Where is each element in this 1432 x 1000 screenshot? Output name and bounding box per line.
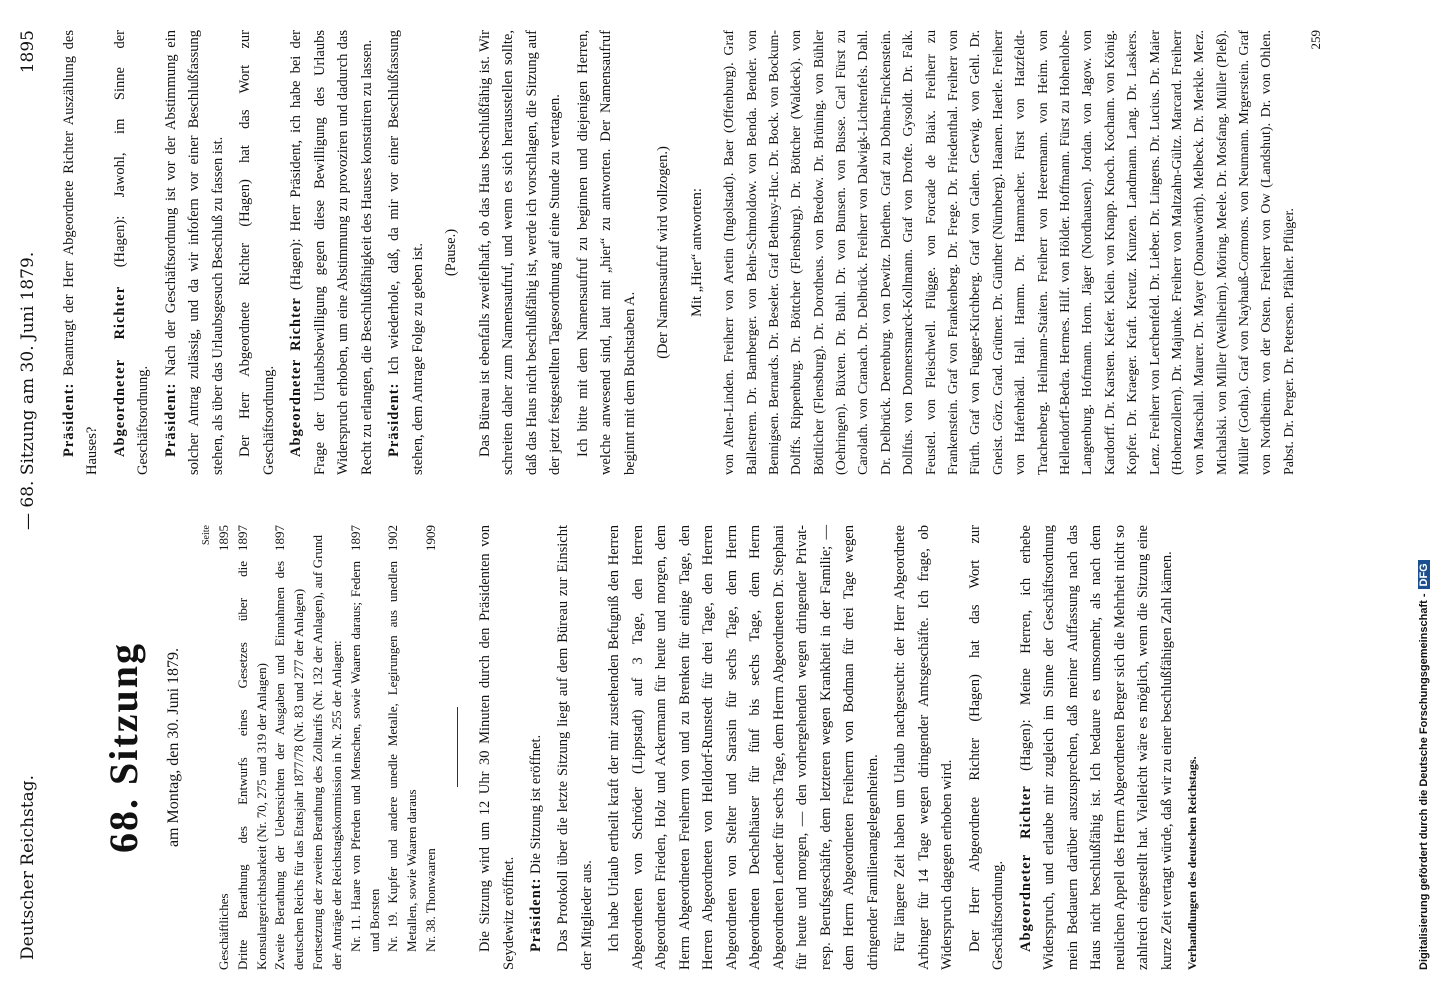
- header-page-number: 1895: [18, 30, 38, 74]
- session-title: 68. Sitzung: [101, 642, 146, 853]
- agenda-item: Nr. 11. Haare von Pferden und Menschen, sowie Waaren daraus; Federn und Borsten 1897: [347, 525, 382, 952]
- agenda-list: [215, 525, 441, 970]
- paragraph: Das Protokoll über die letzte Sitzung liegt auf dem Büreau zur Einsicht der Mitglieder aus.: [555, 525, 595, 970]
- session-date: am Montag, den 30. Juni 1879.: [164, 647, 182, 848]
- dfg-credit: [1418, 560, 1430, 970]
- paragraph: Der Herr Abgeordnete Richter (Hagen) hat das Wort zur Geschäftsordnung.: [966, 525, 1007, 970]
- sheet-number: 259: [1308, 30, 1324, 50]
- agenda-item: Zweite Berathung der Uebersichten der Ausgaben und Einnahmen des deutschen Reichs für das Etatsjahr 1877/78 (Nr. 83 und 277 der Anlagen) 1897: [272, 525, 307, 970]
- dfg-logo: DFG: [1418, 560, 1430, 589]
- paragraph: Präsident: Nach der Geschäftsordnung ist vor der Abstimmung ein solcher Antrag zulässig, und da wir infofern vor einer Beschlußfassung stehen, als über das Urlaubsgesuch Beschluß zu fassen ist.: [162, 29, 226, 475]
- divider: [457, 708, 458, 788]
- paragraph: Der Herr Abgeordnete Richter (Hagen) hat das Wort zur Geschäftsordnung.: [237, 30, 277, 475]
- right-column: [58, 30, 1326, 475]
- dfg-credit-text: Digitalisierung gefördert durch die Deutsche Forschungsgemeinschaft -: [1418, 593, 1430, 970]
- agenda-item: Dritte Berathung des Entwurfs eines Gesetzes über die Konsulargerichtsbarkeit (Nr. 70, 275 und 319 der Anlagen) 1897: [234, 525, 269, 970]
- rollcall-heading: Mit „Hier“ antworten:: [688, 188, 705, 317]
- paragraph: Präsident: Ich wiederhole, daß, da mir vor einer Beschlußfassung stehen, dem Antrage Folge zu geben ist.: [386, 29, 426, 475]
- agenda-item: Nr. 19. Kupfer und andere unedle Metalle, Legirungen aus unedlen Metallen, sowie Waaren daraus 1902: [385, 525, 420, 952]
- paragraph: Ich bitte mit dem Namensaufruf zu beginnen und diejenigen Herren, welche anwesend sind, laut mit „hier“ zu antworten. Der Namensaufruf beginnt mit dem Buchstaben A.: [574, 30, 638, 475]
- rollcall-note: (Der Namensaufruf wird vollzogen.): [655, 146, 672, 359]
- paragraph: Für längere Zeit haben um Urlaub nachgesucht: der Herr Abgeordnete Arbinger für 14 Tage wegen dringender Amtsgeschäfte. Ich frage, ob Widerspruch dagegen erhoben wird.: [892, 525, 956, 970]
- header-session: — 68. Sitzung am 30. Juni 1879.: [18, 251, 38, 530]
- paragraph: Abgeordneter Richter (Hagen): Jawohl, im Sinne der Geschäftsordnung.: [111, 30, 152, 475]
- paragraph: Präsident: Beantragt der Herr Abgeordnete Richter Auszählung des Hauses?: [61, 30, 101, 475]
- paragraph: Abgeordneter Richter (Hagen): Meine Herren, ich erhebe Widerspruch, und erlaube mir zugleich im Sinne der Geschäftsordnung mein Bedauern darüber auszusprechen, daß meiner Auffassung nach das Haus nicht beschlußfähig ist. Ich bedaure es umsomehr, als nach dem neulichen Appell des Herrn Abgeordneten Berger sich die Mehrheit nicht so zahlreich eingestellt hat. Vielleicht wäre es möglich, wenn die Sitzung eine kurze Zeit vertagt würde, daß wir zu einer beschlußfähigen Zahl kämen.: [1017, 525, 1175, 970]
- page-header: [18, 30, 48, 960]
- paragraph: Abgeordneter Richter (Hagen): Herr Präsident, ich habe bei der Frage der Urlaubsbewilligung gegen diese Bewilligung des Urlaubs Widerspruch erhoben, um eine Abstimmung zu provoziren und dadurch das Recht zu erlangen, die Beschlußfähigkeit des Hauses konstatiren zu lassen.: [288, 30, 375, 475]
- opening-line: Die Sitzung wird um 12 Uhr 30 Minuten durch den Präsidenten von Seydewitz eröffnet.: [477, 525, 517, 970]
- agenda-page-label: Seite: [200, 525, 212, 545]
- agenda-item: Nr. 38. Thonwaaren 1909: [423, 525, 439, 952]
- paragraph: Präsident: Die Sitzung ist eröffnet.: [527, 734, 544, 952]
- footer-note: Verhandlungen des deutschen Reichstags.: [1185, 756, 1200, 970]
- agenda-item: Fortsetzung der zweiten Berathung des Zolltarifs (Nr. 132 der Anlagen), auf Grund der Anträge der Reichstagskommission in Nr. 255 der Anlagen:: [310, 535, 344, 970]
- left-column: [58, 525, 1207, 970]
- header-publication: Deutscher Reichstag.: [18, 775, 38, 960]
- pause-note: (Pause.): [443, 228, 460, 277]
- paragraph: Ich habe Urlaub ertheilt kraft der mir zustehenden Befugniß den Herren Abgeordneten von Schröder (Lippstadt) auf 3 Tage, den Herren Abgeordneten Frieden, Holz und Ackermann für heute und morgen, dem Herrn Abgeordneten Freiherrn von und zu Brenken für einige Tage, den Herren Abgeordneten von Helldorf-Runstedt für drei Tage, den Herren Abgeordneten von Stelter und Sarasin für sechs Tage, dem Herrn Abgeordneten Dechelhäuser für fünf bis sechs Tage, dem Herrn Abgeordneten Lender für sechs Tage, dem Herrn Abgeordneten Dr. Stephani für heute und morgen, — den vorhergehenden wegen dringender Privat- resp. Berufsgeschäfte, dem letzteren wegen Krankheit in der Familie; — dem Herrn Abgeordneten Freiherrn von Bodman für drei Tage wegen dringender Familienangelegenheiten.: [606, 525, 881, 970]
- member-names: von Alten-Linden. Freiherr von Aretin (Ingolstadt). Baer (Offenburg). Graf Ballestrem. Dr. Bamberger. von Behr-Schmoldow. von Benda. Bender. von Bennigsen. Bernards. Dr. Beseler. Graf Bethusy-Huc. Dr. Bock. von Bockum-Dolffs. Rippenburg. Dr. Böttcher (Flensburg). Dr. Böttcher (Waldeck). von Böttlicher (Flensburg). Dr. Dorotheus. von Bredow. Dr. Brüning. von Bühler (Oehringen). Büxten. Dr. Buhl. Dr. von Bunsen. von Busse. Carl Fürst zu Carolath. von Cranach. Dr. Delbrück. Freiherr von Dalwigk-Lichtenfels. Dahl. Dr. Delbrück. Derenburg. von Dewitz. Diethen. Graf zu Dohna-Finckenstein. Dollfus. von Donnersmarck-Kollmann. Graf von Drofte. Gysoldt. Dr. Falk. Feustel. von Fleischwell. Flügge. von Forcade de Biaix. Freiherr zu Frankenstein. Graf von Frankenberg. Dr. Frege. Dr. Friedenthal. Freiherr von Fürth. Graf von Fugger-Kirchberg. Graf von Galen. Gerwig. von Gehl. Dr. Gneist. Görz. Grad. Grütner. Dr. Günther (Nürnberg). Haanen. Haerle. Freiherr von Hafenbrädl. Hall. Hamm. Dr. Hammacher. Fürst von Hatzfeldt-Trachenberg. Heilmann-Staiten. Freiherr von Heeremann. von Heim. von Hellendorff-Bedra. Hermes. Hilf. von Hölder. Hoffmann. Fürst zu Hohenlohe-Langenburg. Hofmann. Horn. Jäger (Nordhausen). Jordan. von Jagow. von Kardorff. Dr. Karsten. Kiefer. Klein. von Knapp. Knoch. Kochann. von König. Kopfer. Dr. Kraeger. Kraft. Kreutz. Kunzen. Landmann. Lang. Dr. Laskers. Lenz. Freiherr von Lerchenfeld. Dr. Lieber. Dr. Lingens. Dr. Lucius. Dr. Maier (Hohenzollern). Dr. Majunke. Freiherr von Maltzahn-Gültz. Marcard. Freiherr von Marschall. Maurer. Dr. Mayer (Donauwörth). Melbeck. Dr. Merkle. Merz. Michalski. von Miller (Weilheim). Möring. Meele. Dr. Mosfang. Müller (Pleß). Müller (Gotha). Graf von Nayhauß-Cormons. von Neumann. Mrgerstein. Graf von Nordheim. von der Osten. Freiherr von Ow (Landshut). Dr. von Ohlen. Pabst. Dr. Perger. Dr. Petersen. Pfähler. Pflüger.: [722, 30, 1297, 475]
- paragraph: Das Büreau ist ebenfalls zweifelhaft, ob das Haus beschlußfähig ist. Wir schreiten daher zum Namensaufruf, und wenn es sich herausstellen sollte, daß das Haus nicht beschlußfähig ist, werde ich vorschlagen, die Sitzung auf der jetzt festgestellten Tagesordnung auf eine Stunde zu vertagen.: [476, 30, 564, 475]
- agenda-item: Geschäftliches 1895: [215, 525, 231, 970]
